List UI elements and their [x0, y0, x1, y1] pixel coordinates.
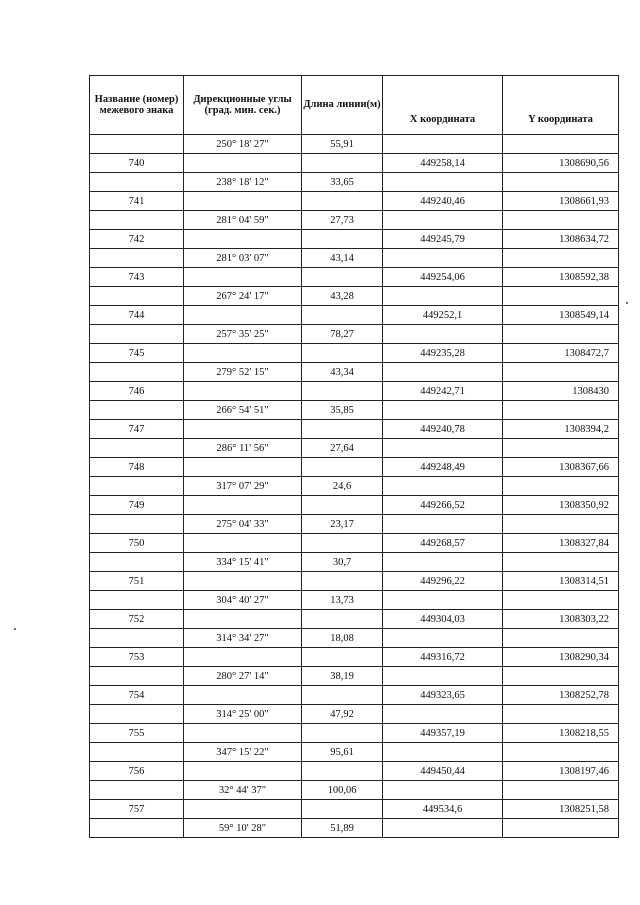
- boundary-coordinates-sheet: [89, 75, 618, 838]
- line-length-cell: 95,61: [302, 743, 383, 762]
- point-row: [90, 496, 619, 515]
- line-row: [90, 743, 619, 762]
- direction-angle-cell: [184, 724, 302, 743]
- x-coordinate-cell: 449304,03: [383, 610, 503, 629]
- direction-angle-cell: 266° 54' 51": [184, 401, 302, 420]
- mark-name-cell: 743: [90, 268, 184, 287]
- line-length-cell: [302, 382, 383, 401]
- y-coordinate-cell: [503, 211, 619, 230]
- point-row: [90, 230, 619, 249]
- direction-angle-cell: 314° 34' 27": [184, 629, 302, 648]
- mark-name-cell: [90, 249, 184, 268]
- x-coordinate-cell: 449268,57: [383, 534, 503, 553]
- direction-angle-cell: [184, 572, 302, 591]
- y-coordinate-cell: [503, 363, 619, 382]
- mark-name-cell: [90, 439, 184, 458]
- x-coordinate-cell: [383, 135, 503, 154]
- header-direction-angle: Дирекционные углы (град. мин. сек.): [184, 76, 302, 135]
- line-length-cell: [302, 344, 383, 363]
- line-row: [90, 591, 619, 610]
- mark-name-cell: 751: [90, 572, 184, 591]
- mark-name-cell: 752: [90, 610, 184, 629]
- line-row: [90, 363, 619, 382]
- y-coordinate-cell: 1308661,93: [503, 192, 619, 211]
- mark-name-cell: [90, 667, 184, 686]
- y-coordinate-cell: [503, 667, 619, 686]
- point-row: [90, 382, 619, 401]
- line-length-cell: [302, 762, 383, 781]
- y-coordinate-cell: [503, 629, 619, 648]
- y-coordinate-cell: 1308251,58: [503, 800, 619, 819]
- line-length-cell: 43,28: [302, 287, 383, 306]
- line-length-cell: [302, 648, 383, 667]
- point-row: [90, 648, 619, 667]
- y-coordinate-cell: 1308252,78: [503, 686, 619, 705]
- y-coordinate-cell: [503, 173, 619, 192]
- line-row: [90, 287, 619, 306]
- boundary-marks-table: [89, 75, 619, 838]
- table-body: [90, 135, 619, 838]
- line-row: [90, 781, 619, 800]
- line-length-cell: 38,19: [302, 667, 383, 686]
- line-length-cell: 27,73: [302, 211, 383, 230]
- x-coordinate-cell: 449245,79: [383, 230, 503, 249]
- x-coordinate-cell: [383, 819, 503, 838]
- point-row: [90, 420, 619, 439]
- x-coordinate-cell: 449266,52: [383, 496, 503, 515]
- point-row: [90, 762, 619, 781]
- y-coordinate-cell: [503, 439, 619, 458]
- y-coordinate-cell: [503, 287, 619, 306]
- x-coordinate-cell: [383, 173, 503, 192]
- x-coordinate-cell: [383, 629, 503, 648]
- y-coordinate-cell: [503, 705, 619, 724]
- header-line-length: Длина линии(м): [302, 76, 383, 135]
- mark-name-cell: 754: [90, 686, 184, 705]
- y-coordinate-cell: [503, 743, 619, 762]
- x-coordinate-cell: 449235,28: [383, 344, 503, 363]
- point-row: [90, 686, 619, 705]
- point-row: [90, 192, 619, 211]
- x-coordinate-cell: [383, 705, 503, 724]
- mark-name-cell: 747: [90, 420, 184, 439]
- y-coordinate-cell: 1308303,22: [503, 610, 619, 629]
- line-length-cell: 24,6: [302, 477, 383, 496]
- line-length-cell: 13,73: [302, 591, 383, 610]
- x-coordinate-cell: 449316,72: [383, 648, 503, 667]
- line-length-cell: 35,85: [302, 401, 383, 420]
- y-coordinate-cell: 1308327,84: [503, 534, 619, 553]
- x-coordinate-cell: 449296,22: [383, 572, 503, 591]
- direction-angle-cell: 281° 03' 07": [184, 249, 302, 268]
- point-row: [90, 534, 619, 553]
- mark-name-cell: [90, 629, 184, 648]
- direction-angle-cell: 281° 04' 59": [184, 211, 302, 230]
- mark-name-cell: 746: [90, 382, 184, 401]
- scan-speck: [626, 302, 628, 304]
- direction-angle-cell: 267° 24' 17": [184, 287, 302, 306]
- point-row: [90, 572, 619, 591]
- line-length-cell: [302, 686, 383, 705]
- y-coordinate-cell: 1308314,51: [503, 572, 619, 591]
- y-coordinate-cell: [503, 591, 619, 610]
- direction-angle-cell: 279° 52' 15": [184, 363, 302, 382]
- direction-angle-cell: [184, 534, 302, 553]
- y-coordinate-cell: 1308394,2: [503, 420, 619, 439]
- x-coordinate-cell: [383, 401, 503, 420]
- point-row: [90, 268, 619, 287]
- direction-angle-cell: [184, 268, 302, 287]
- line-length-cell: [302, 458, 383, 477]
- direction-angle-cell: [184, 648, 302, 667]
- direction-angle-cell: [184, 230, 302, 249]
- direction-angle-cell: 317° 07' 29": [184, 477, 302, 496]
- x-coordinate-cell: 449357,19: [383, 724, 503, 743]
- mark-name-cell: [90, 781, 184, 800]
- line-row: [90, 629, 619, 648]
- point-row: [90, 154, 619, 173]
- direction-angle-cell: 257° 35' 25": [184, 325, 302, 344]
- mark-name-cell: 757: [90, 800, 184, 819]
- line-row: [90, 135, 619, 154]
- x-coordinate-cell: [383, 249, 503, 268]
- direction-angle-cell: [184, 154, 302, 173]
- direction-angle-cell: [184, 686, 302, 705]
- mark-name-cell: 756: [90, 762, 184, 781]
- mark-name-cell: 745: [90, 344, 184, 363]
- line-length-cell: [302, 610, 383, 629]
- direction-angle-cell: [184, 344, 302, 363]
- line-row: [90, 667, 619, 686]
- mark-name-cell: 740: [90, 154, 184, 173]
- line-row: [90, 705, 619, 724]
- line-row: [90, 477, 619, 496]
- mark-name-cell: [90, 135, 184, 154]
- y-coordinate-cell: 1308592,38: [503, 268, 619, 287]
- mark-name-cell: [90, 173, 184, 192]
- mark-name-cell: [90, 515, 184, 534]
- mark-name-cell: 755: [90, 724, 184, 743]
- y-coordinate-cell: [503, 819, 619, 838]
- line-length-cell: 30,7: [302, 553, 383, 572]
- line-row: [90, 819, 619, 838]
- x-coordinate-cell: [383, 667, 503, 686]
- direction-angle-cell: 334° 15' 41": [184, 553, 302, 572]
- line-length-cell: 23,17: [302, 515, 383, 534]
- x-coordinate-cell: 449534,6: [383, 800, 503, 819]
- line-length-cell: 43,34: [302, 363, 383, 382]
- mark-name-cell: [90, 743, 184, 762]
- x-coordinate-cell: [383, 363, 503, 382]
- direction-angle-cell: [184, 192, 302, 211]
- y-coordinate-cell: [503, 515, 619, 534]
- x-coordinate-cell: [383, 515, 503, 534]
- x-coordinate-cell: [383, 743, 503, 762]
- mark-name-cell: [90, 553, 184, 572]
- y-coordinate-cell: [503, 325, 619, 344]
- x-coordinate-cell: 449240,78: [383, 420, 503, 439]
- direction-angle-cell: [184, 382, 302, 401]
- line-length-cell: [302, 724, 383, 743]
- x-coordinate-cell: [383, 591, 503, 610]
- mark-name-cell: [90, 401, 184, 420]
- mark-name-cell: [90, 325, 184, 344]
- y-coordinate-cell: 1308218,55: [503, 724, 619, 743]
- table-header-row: [90, 76, 619, 135]
- y-coordinate-cell: [503, 781, 619, 800]
- y-coordinate-cell: 1308290,34: [503, 648, 619, 667]
- x-coordinate-cell: [383, 211, 503, 230]
- point-row: [90, 610, 619, 629]
- x-coordinate-cell: 449450,44: [383, 762, 503, 781]
- scan-speck: [14, 628, 16, 630]
- y-coordinate-cell: [503, 135, 619, 154]
- direction-angle-cell: [184, 800, 302, 819]
- line-length-cell: [302, 534, 383, 553]
- line-length-cell: [302, 496, 383, 515]
- mark-name-cell: 748: [90, 458, 184, 477]
- y-coordinate-cell: [503, 553, 619, 572]
- line-length-cell: [302, 306, 383, 325]
- line-row: [90, 553, 619, 572]
- line-row: [90, 173, 619, 192]
- mark-name-cell: 741: [90, 192, 184, 211]
- mark-name-cell: 750: [90, 534, 184, 553]
- y-coordinate-cell: 1308472,7: [503, 344, 619, 363]
- line-length-cell: 27,64: [302, 439, 383, 458]
- line-length-cell: [302, 572, 383, 591]
- x-coordinate-cell: [383, 325, 503, 344]
- line-length-cell: 33,65: [302, 173, 383, 192]
- direction-angle-cell: 238° 18' 12": [184, 173, 302, 192]
- line-length-cell: 78,27: [302, 325, 383, 344]
- direction-angle-cell: 314° 25' 00": [184, 705, 302, 724]
- x-coordinate-cell: [383, 477, 503, 496]
- line-row: [90, 249, 619, 268]
- mark-name-cell: [90, 287, 184, 306]
- line-length-cell: [302, 268, 383, 287]
- y-coordinate-cell: 1308430: [503, 382, 619, 401]
- y-coordinate-cell: [503, 477, 619, 496]
- direction-angle-cell: [184, 306, 302, 325]
- x-coordinate-cell: 449252,1: [383, 306, 503, 325]
- direction-angle-cell: [184, 458, 302, 477]
- point-row: [90, 724, 619, 743]
- x-coordinate-cell: 449323,65: [383, 686, 503, 705]
- line-length-cell: 43,14: [302, 249, 383, 268]
- direction-angle-cell: 275° 04' 33": [184, 515, 302, 534]
- x-coordinate-cell: 449254,06: [383, 268, 503, 287]
- x-coordinate-cell: [383, 287, 503, 306]
- line-length-cell: [302, 800, 383, 819]
- point-row: [90, 458, 619, 477]
- mark-name-cell: [90, 705, 184, 724]
- mark-name-cell: [90, 591, 184, 610]
- x-coordinate-cell: 449240,46: [383, 192, 503, 211]
- y-coordinate-cell: 1308367,66: [503, 458, 619, 477]
- y-coordinate-cell: 1308197,46: [503, 762, 619, 781]
- y-coordinate-cell: 1308549,14: [503, 306, 619, 325]
- x-coordinate-cell: 449258,14: [383, 154, 503, 173]
- direction-angle-cell: [184, 762, 302, 781]
- point-row: [90, 306, 619, 325]
- x-coordinate-cell: [383, 439, 503, 458]
- line-length-cell: 18,08: [302, 629, 383, 648]
- point-row: [90, 800, 619, 819]
- line-length-cell: [302, 230, 383, 249]
- line-row: [90, 211, 619, 230]
- y-coordinate-cell: 1308350,92: [503, 496, 619, 515]
- mark-name-cell: 753: [90, 648, 184, 667]
- direction-angle-cell: 250° 18' 27": [184, 135, 302, 154]
- x-coordinate-cell: [383, 781, 503, 800]
- x-coordinate-cell: 449242,71: [383, 382, 503, 401]
- header-mark-name: Название (номер) межевого знака: [90, 76, 184, 135]
- y-coordinate-cell: 1308690,56: [503, 154, 619, 173]
- line-length-cell: 55,91: [302, 135, 383, 154]
- point-row: [90, 344, 619, 363]
- header-y-coordinate: Y координата: [503, 76, 619, 135]
- line-row: [90, 401, 619, 420]
- direction-angle-cell: 304° 40' 27": [184, 591, 302, 610]
- mark-name-cell: [90, 211, 184, 230]
- direction-angle-cell: [184, 610, 302, 629]
- line-row: [90, 439, 619, 458]
- mark-name-cell: 742: [90, 230, 184, 249]
- mark-name-cell: [90, 819, 184, 838]
- mark-name-cell: 749: [90, 496, 184, 515]
- line-row: [90, 515, 619, 534]
- line-row: [90, 325, 619, 344]
- line-length-cell: 51,89: [302, 819, 383, 838]
- x-coordinate-cell: 449248,49: [383, 458, 503, 477]
- line-length-cell: [302, 192, 383, 211]
- y-coordinate-cell: [503, 401, 619, 420]
- header-x-coordinate: X координата: [383, 76, 503, 135]
- mark-name-cell: 744: [90, 306, 184, 325]
- direction-angle-cell: [184, 420, 302, 439]
- line-length-cell: 100,06: [302, 781, 383, 800]
- y-coordinate-cell: 1308634,72: [503, 230, 619, 249]
- direction-angle-cell: 347° 15' 22": [184, 743, 302, 762]
- direction-angle-cell: 280° 27' 14": [184, 667, 302, 686]
- mark-name-cell: [90, 477, 184, 496]
- line-length-cell: 47,92: [302, 705, 383, 724]
- direction-angle-cell: 32° 44' 37": [184, 781, 302, 800]
- x-coordinate-cell: [383, 553, 503, 572]
- direction-angle-cell: [184, 496, 302, 515]
- line-length-cell: [302, 420, 383, 439]
- line-length-cell: [302, 154, 383, 173]
- direction-angle-cell: 59° 10' 28": [184, 819, 302, 838]
- y-coordinate-cell: [503, 249, 619, 268]
- direction-angle-cell: 286° 11' 56": [184, 439, 302, 458]
- mark-name-cell: [90, 363, 184, 382]
